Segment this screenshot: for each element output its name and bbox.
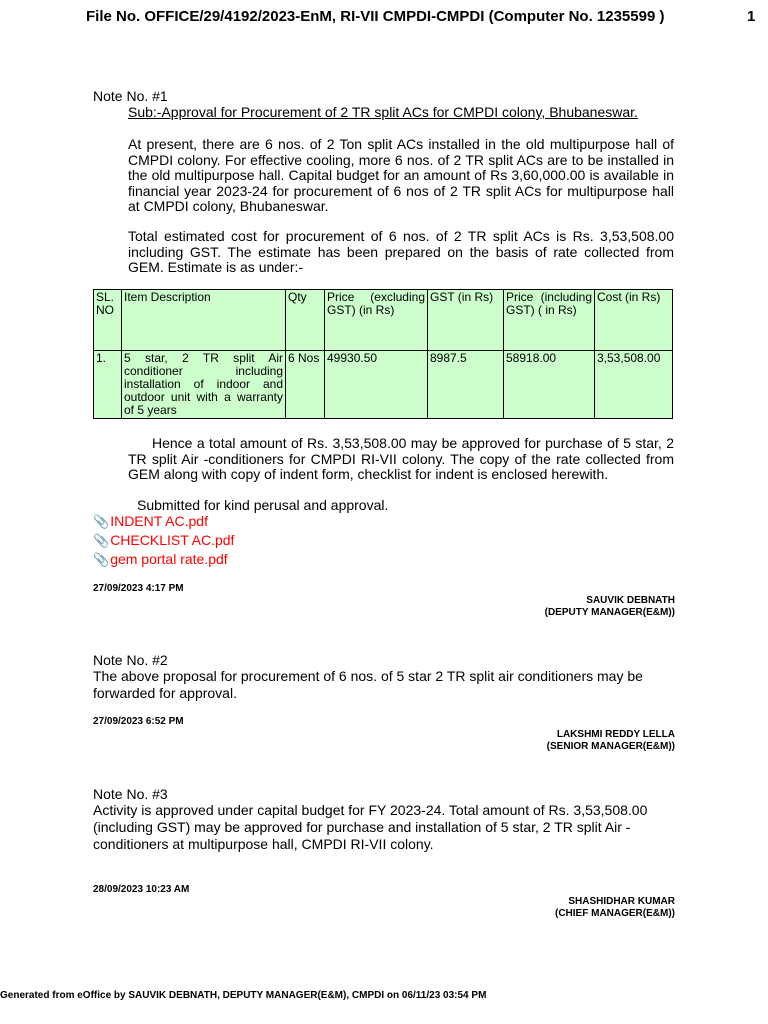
note-3-title: Note No. #3 (93, 786, 168, 802)
cell-item-description: 5 star, 2 TR split Air conditioner including installation of indoor and outdoor unit with a warranty of 5 years (122, 351, 286, 419)
header-price-excluding-gst: Price (excluding GST) (in Rs) (325, 290, 428, 351)
signatory-designation: (DEPUTY MANAGER(E&M)) (544, 607, 675, 618)
note-1-paragraph-2: Total estimated cost for procurement of 6 nos. of 2 TR split ACs is Rs. 3,53,508.00 including GST. The estimate has been prepared on the basis of rate collected from GEM. Estimate is as under:- (128, 228, 674, 276)
note-1-subject: Sub:-Approval for Procurement of 2 TR split ACs for CMPDI colony, Bhubaneswar. (128, 104, 638, 120)
note-3-signature (555, 896, 675, 920)
cell-qty: 6 Nos (286, 351, 325, 419)
page-number: 1 (747, 8, 756, 25)
signatory-name: LAKSHMI REDDY LELLA (556, 729, 675, 740)
note-2-signature (547, 729, 675, 753)
note-2-timestamp: 27/09/2023 6:52 PM (93, 716, 184, 727)
header-item-description: Item Description (122, 290, 286, 351)
header-price-including-gst: Price (including GST) ( in Rs) (504, 290, 595, 351)
note-3-timestamp: 28/09/2023 10:23 AM (93, 884, 190, 895)
note-1-title: Note No. #1 (93, 88, 168, 104)
note-2-title: Note No. #2 (93, 652, 168, 668)
note-1-paragraph-1: At present, there are 6 nos. of 2 Ton split ACs installed in the old multipurpose hall of CMPDI colony. For effective cooling, more 6 nos. of 2 TR split ACs are to be installed in the old multipurpose hall. Capital budget for an amount of Rs 3,60,000.00 is available in financial year 2023-24 for procurement of 6 nos of 2 TR split ACs for multipurpose hall at CMPDI colony, Bhubaneswar. (128, 136, 674, 215)
note-1-paragraph-3-text: Hence a total amount of Rs. 3,53,508.00 may be approved for purchase of 5 star, 2 TR split Air -conditioners for CMPDI RI-VII colony. The copy of the rate collected from GEM along with copy of indent form, checklist for indent is enclosed herewith. (128, 435, 674, 483)
paperclip-icon: 📎 (93, 514, 110, 529)
header-gst: GST (in Rs) (428, 290, 504, 351)
note-3-body: Activity is approved under capital budget for FY 2023-24. Total amount of Rs. 3,53,508.00 (including GST) may be approved for purchase and installation of 5 star, 2 TR split Air - conditioners at multipurpose hall, CMPDI RI-VII colony. (93, 802, 648, 852)
table-row (94, 351, 673, 419)
cell-price-excluding-gst: 49930.50 (325, 351, 428, 419)
header-qty: Qty (286, 290, 325, 351)
cell-gst: 8987.5 (428, 351, 504, 419)
note-1-signature (545, 595, 675, 619)
attachment-link[interactable]: 📎INDENT AC.pdf (93, 513, 208, 529)
cell-price-including-gst: 58918.00 (504, 351, 595, 419)
note-1-paragraph-3 (128, 436, 674, 483)
cell-sl-no: 1. (94, 351, 122, 419)
estimate-table-header-row (94, 290, 673, 351)
paperclip-icon: 📎 (93, 552, 110, 567)
estimate-table (93, 289, 673, 419)
generated-footer: Generated from eOffice by SAUVIK DEBNATH, DEPUTY MANAGER(E&M), CMPDI on 06/11/23 03:54 PM (0, 990, 487, 1001)
header-sl-no: SL. NO (94, 290, 122, 351)
file-number-header: File No. OFFICE/29/4192/2023-EnM, RI-VII CMPDI-CMPDI (Computer No. 1235599 ) (86, 8, 665, 25)
note-2-body: The above proposal for procurement of 6 nos. of 5 star 2 TR split air conditioners may be forwarded for approval. (93, 668, 643, 701)
note-1-submitted-line: Submitted for kind perusal and approval. (137, 497, 389, 513)
header-cost: Cost (in Rs) (595, 290, 673, 351)
paperclip-icon: 📎 (93, 533, 110, 548)
attachment-link[interactable]: 📎gem portal rate.pdf (93, 551, 228, 567)
signatory-name: SAUVIK DEBNATH (586, 595, 675, 606)
cell-cost: 3,53,508.00 (595, 351, 673, 419)
signatory-name: SHASHIDHAR KUMAR (568, 896, 675, 907)
signatory-designation: (SENIOR MANAGER(E&M)) (546, 741, 675, 752)
attachment-link[interactable]: 📎CHECKLIST AC.pdf (93, 532, 235, 548)
signatory-designation: (CHIEF MANAGER(E&M)) (555, 908, 675, 919)
note-1-timestamp: 27/09/2023 4:17 PM (93, 583, 184, 594)
